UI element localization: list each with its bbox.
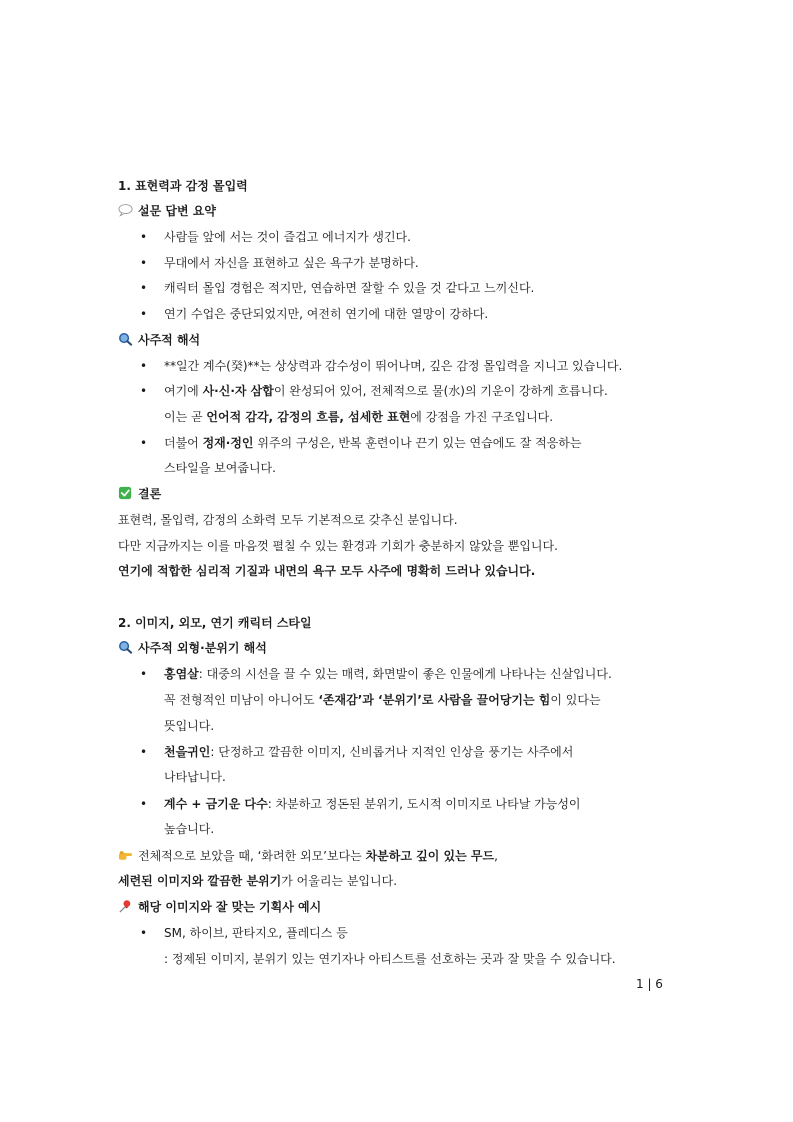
- bullet: •: [140, 359, 148, 373]
- list-item-continuation: 뜻입니다.: [164, 719, 215, 733]
- survey-heading: 설문 답변 요약: [118, 203, 216, 219]
- section1-title: 1. 표현력과 감정 몰입력: [118, 179, 248, 193]
- list-item: 계수 + 금기운 다수: 차분하고 정돈된 분위기, 도시적 이미지로 나타날 가능성이: [164, 797, 581, 811]
- list-item: 홍염살: 대중의 시선을 끌 수 있는 매력, 화면발이 좋은 인물에게 나타나는 신살입니다.: [164, 667, 612, 681]
- pushpin-icon: [118, 899, 133, 913]
- list-item-continuation: 꼭 전형적인 미남이 아니어도 ‘존재감’과 ‘분위기’로 사람을 끌어당기는 힘이 있다는: [164, 693, 601, 707]
- bullet: •: [140, 926, 148, 940]
- summary-line: 세련된 이미지와 깔끔한 분위기가 어울리는 분입니다.: [118, 874, 398, 888]
- list-item: 더불어 정재·정인 위주의 구성은, 반복 훈련이나 끈기 있는 연습에도 잘 적응하는: [164, 436, 582, 450]
- bullet: •: [140, 307, 148, 321]
- conclusion-heading: 결론: [118, 486, 161, 502]
- magnifier-icon: [118, 640, 133, 654]
- bullet: •: [140, 230, 148, 244]
- appearance-heading: 사주적 외형·분위기 해석: [118, 640, 267, 656]
- section2-title: 2. 이미지, 외모, 연기 캐릭터 스타일: [118, 616, 312, 630]
- conclusion-emphasis: 연기에 적합한 심리적 기질과 내면의 욕구 모두 사주에 명확히 드러나 있습니다.: [118, 564, 536, 578]
- list-item: 무대에서 자신을 표현하고 싶은 욕구가 분명하다.: [164, 256, 419, 270]
- bullet: •: [140, 256, 148, 270]
- list-item: 천을귀인: 단정하고 깔끔한 이미지, 신비롭거나 지적인 인상을 풍기는 사주에서: [164, 745, 574, 759]
- bullet: •: [140, 281, 148, 295]
- conclusion-line: 표현력, 몰입력, 감정의 소화력 모두 기본적으로 갖추신 분입니다.: [118, 513, 458, 527]
- list-item-continuation: 높습니다.: [164, 822, 215, 836]
- bullet: •: [140, 745, 148, 759]
- check-mark-icon: [118, 486, 133, 500]
- bullet: •: [140, 436, 148, 450]
- list-item: **일간 계수(癸)**는 상상력과 감수성이 뛰어나며, 깊은 감정 몰입력을 지니고 있습니다.: [164, 359, 623, 373]
- summary-line: 전체적으로 보았을 때, ‘화려한 외모’보다는 차분하고 깊이 있는 무드,: [118, 848, 498, 864]
- list-item: 사람들 앞에 서는 것이 즐겁고 에너지가 생긴다.: [164, 230, 411, 244]
- list-item-continuation: : 정제된 이미지, 분위기 있는 연기자나 아티스트를 선호하는 곳과 잘 맞을 수 있습니다.: [164, 952, 616, 966]
- pointing-hand-icon: [118, 848, 133, 862]
- bullet: •: [140, 667, 148, 681]
- bullet: •: [140, 384, 148, 398]
- list-item: 캐릭터 몰입 경험은 적지만, 연습하면 잘할 수 있을 것 같다고 느끼신다.: [164, 281, 535, 295]
- page-number: 1 | 6: [636, 977, 663, 991]
- bullet: •: [140, 797, 148, 811]
- saju-heading: 사주적 해석: [118, 332, 200, 348]
- magnifier-icon: [118, 332, 133, 346]
- conclusion-line: 다만 지금까지는 이를 마음껏 펼칠 수 있는 환경과 기회가 충분하지 않았을 뿐입니다.: [118, 539, 558, 553]
- list-item: SM, 하이브, 판타지오, 플레디스 등: [164, 926, 348, 940]
- list-item-continuation: 이는 곧 언어적 감각, 감정의 흐름, 섬세한 표현에 강점을 가진 구조입니다.: [164, 410, 554, 424]
- list-item-continuation: 나타납니다.: [164, 770, 226, 784]
- list-item: 연기 수업은 중단되었지만, 여전히 연기에 대한 열망이 강하다.: [164, 307, 489, 321]
- list-item-continuation: 스타일을 보여줍니다.: [164, 461, 276, 475]
- speech-bubble-icon: [118, 203, 133, 217]
- list-item: 여기에 사·신·자 삼합이 완성되어 있어, 전체적으로 물(水)의 기운이 강하게 흐릅니다.: [164, 384, 608, 398]
- agency-heading: 해당 이미지와 잘 맞는 기획사 예시: [118, 899, 321, 915]
